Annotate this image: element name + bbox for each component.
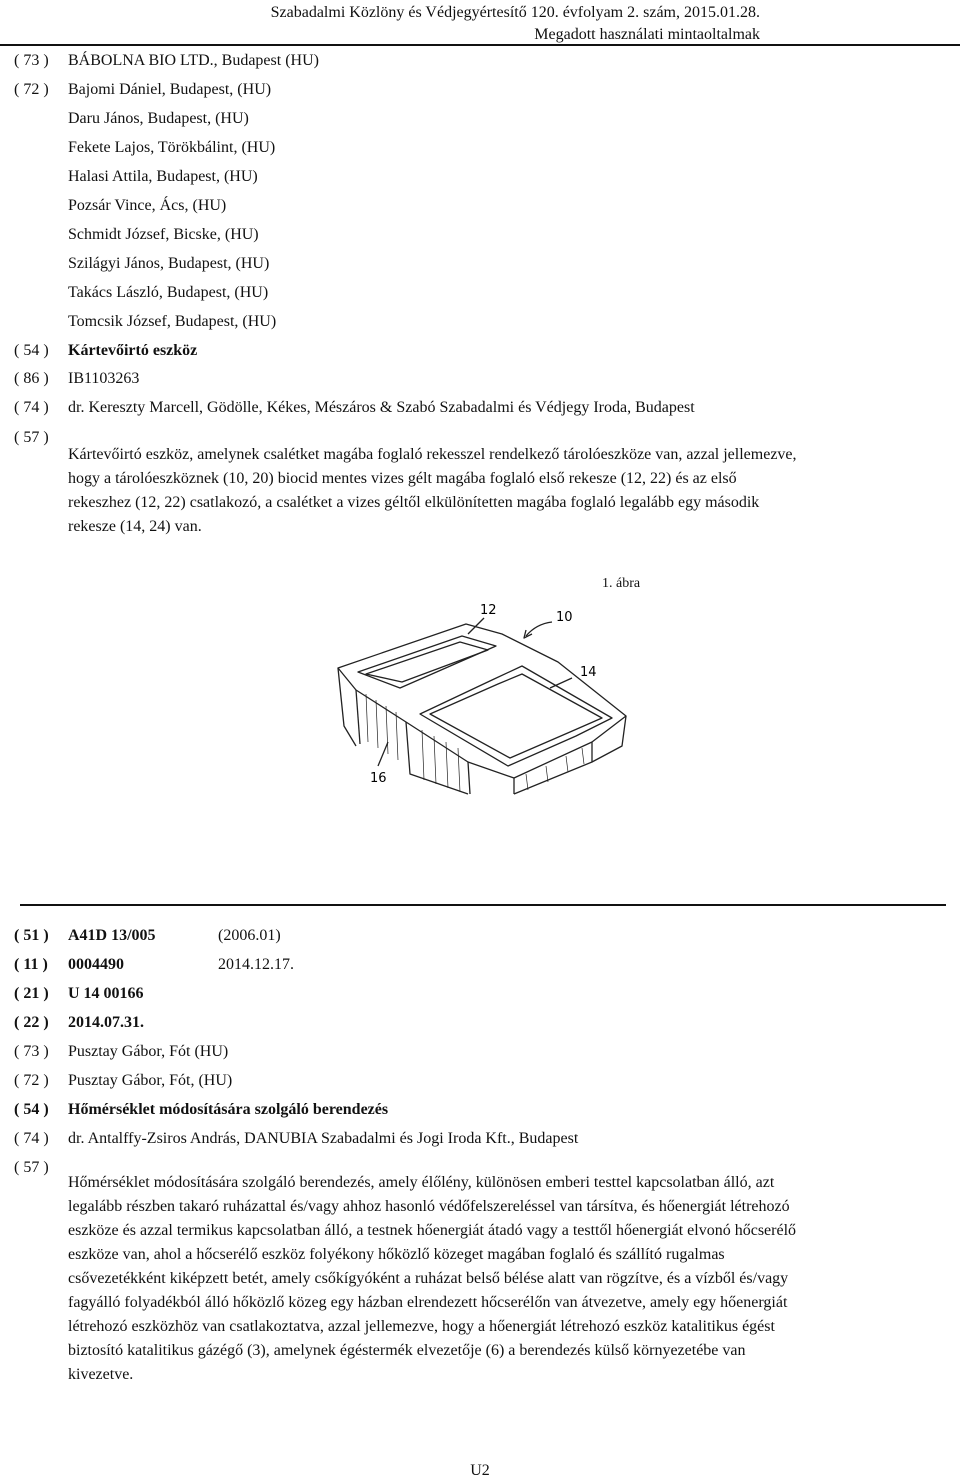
inventor: Schmidt József, Bicske, (HU) [68,226,259,243]
figure-caption: 1. ábra [602,576,641,591]
abstract-line: létrehozó eszközhöz van csatlakoztatva, azzal jellemezve, hogy a hőenergiát létrehozó eszköz katalitikus égést [68,1318,775,1335]
abstract-line: legalább részben takaró ruházattal és/vagy ahhoz hasonló védőfelszereléssel van társítva, és hőenergiát létrehozó [68,1198,790,1215]
code-54: ( 54 ) [14,342,49,359]
inventor: Pozsár Vince, Ács, (HU) [68,197,227,214]
code-22: ( 22 ) [14,1014,49,1031]
ipc-date: (2006.01) [218,927,281,944]
abstract-line: fagyálló folyadékból álló hőközlő közeg egy házban elrendezett hőcserélőn van átvezetve, amely egy hőenergiát [68,1294,788,1311]
page-number: U2 [470,1462,490,1479]
intl-number: IB1103263 [68,370,140,387]
grant-date: 2014.12.17. [218,956,294,973]
code-21: ( 21 ) [14,985,49,1002]
code-74: ( 74 ) [14,1130,49,1147]
entry-separator [20,904,946,906]
code-57: ( 57 ) [14,429,49,446]
abstract-line: rekeszhez (12, 22) csatlakozó, a csalétket a vizes géltől elkülönítetten magába foglaló legalább egy második [68,494,760,511]
abstract-line: rekesze (14, 24) van. [68,518,202,535]
code-51: ( 51 ) [14,927,49,944]
title: Kártevőirtó eszköz [68,342,198,359]
agent: dr. Antalffy-Zsiros András, DANUBIA Szabadalmi és Jogi Iroda Kft., Budapest [68,1130,579,1147]
code-86: ( 86 ) [14,370,49,387]
abstract [68,1171,908,1387]
filing-date: 2014.07.31. [68,1014,144,1031]
abstract-line: eszköze és azzal termikus kapcsolatban álló, a testnek hőenergiát átadó vagy a testtől hőenergiát elvonó hőcserélő [68,1222,797,1239]
code-54: ( 54 ) [14,1101,49,1118]
title: Hőmérséklet módosítására szolgáló berendezés [68,1101,389,1118]
header-rule [0,44,960,46]
abstract-line: Hőmérséklet módosítására szolgáló berendezés, amely élőlény, különösen emberi testtel kapcsolatban álló, azt [68,1174,775,1191]
holder: BÁBOLNA BIO LTD., Budapest (HU) [68,52,319,69]
abstract-line: csővezetékként kiképzett betét, amely csőkígyóként a ruházat belső bélése alatt van rögzítve, és a vízből és/vagy [68,1270,789,1287]
code-73: ( 73 ) [14,1043,49,1060]
holder: Pusztay Gábor, Fót (HU) [68,1043,229,1060]
figure-label: 10 [556,610,573,625]
section-header: Megadott használati mintaoltalmak [534,26,760,43]
inventor: Halasi Attila, Budapest, (HU) [68,168,258,185]
abstract-line: hogy a tárolóeszköznek (10, 20) biocid mentes vizes gélt magába foglaló első rekesze (12, 22) és az első [68,470,737,487]
figure-tray-drawing [326,596,646,796]
abstract-line: biztosító katalitikus gázégő (3), amelynek égéstermék elvezetője (6) a berendezés külső környezetébe van [68,1342,746,1359]
abstract [68,443,908,539]
code-72: ( 72 ) [14,1072,49,1089]
code-73: ( 73 ) [14,52,49,69]
application-number: U 14 00166 [68,985,144,1002]
inventor: Szilágyi János, Budapest, (HU) [68,255,270,272]
inventor: Bajomi Dániel, Budapest, (HU) [68,81,272,98]
figure-label: 14 [580,665,597,680]
code-11: ( 11 ) [14,956,48,973]
inventor: Daru János, Budapest, (HU) [68,110,249,127]
abstract-line: kivezetve. [68,1366,134,1383]
inventor: Tomcsik József, Budapest, (HU) [68,313,277,330]
inventor: Fekete Lajos, Törökbálint, (HU) [68,139,276,156]
agent: dr. Kereszty Marcell, Gödölle, Kékes, Mészáros & Szabó Szabadalmi és Védjegy Iroda, Budapest [68,399,695,416]
code-74: ( 74 ) [14,399,49,416]
figure-label: 16 [370,771,387,786]
code-72: ( 72 ) [14,81,49,98]
inventor: Pusztay Gábor, Fót, (HU) [68,1072,233,1089]
abstract-line: Kártevőirtó eszköz, amelynek csalétket magába foglaló rekesszel rendelkező tárolóeszköze van, azzal jellemezve, [68,446,797,463]
code-57: ( 57 ) [14,1159,49,1176]
patent-number: 0004490 [68,956,124,973]
inventor: Takács László, Budapest, (HU) [68,284,269,301]
figure-label: 12 [480,603,497,618]
abstract-line: eszköze van, ahol a hőcserélő eszköz folyékony hőközlő közeget magában foglaló és szállító rugalmas [68,1246,725,1263]
journal-header: Szabadalmi Közlöny és Védjegyértesítő 120. évfolyam 2. szám, 2015.01.28. [270,4,760,21]
ipc-class: A41D 13/005 [68,927,156,944]
